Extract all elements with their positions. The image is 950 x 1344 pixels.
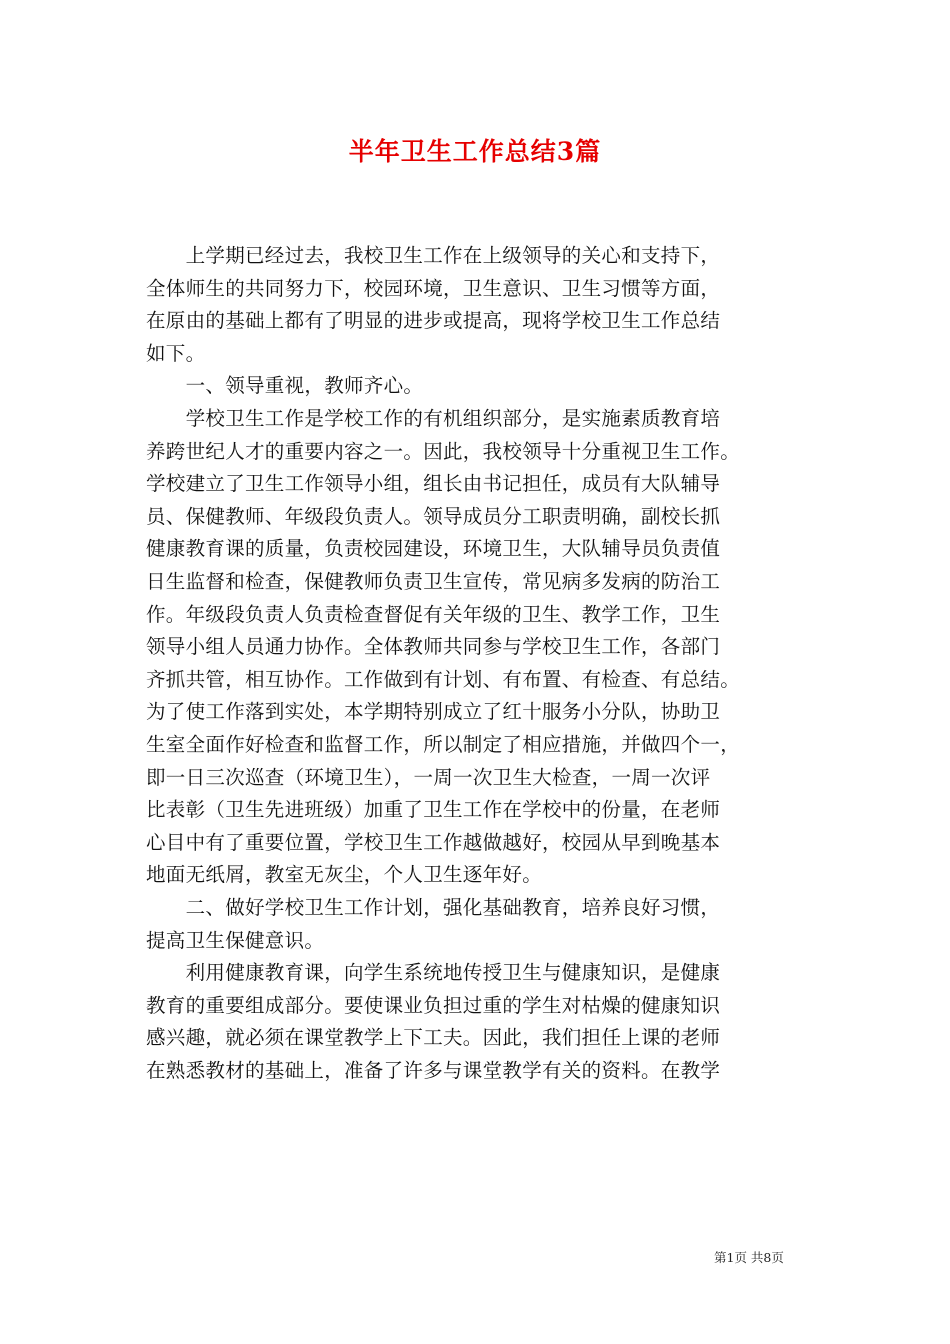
body-text-line: 生室全面作好检查和监督工作，所以制定了相应措施，并做四个一， <box>146 733 741 756</box>
body-text-line: 心目中有了重要位置，学校卫生工作越做越好，校园从早到晚基本 <box>146 830 721 854</box>
body-text-line: 地面无纸屑，教室无灰尘，个人卫生逐年好。 <box>146 863 543 887</box>
body-text-line: 作。年级段负责人负责检查督促有关年级的卫生、教学工作，卫生 <box>146 602 721 626</box>
body-text-line: 感兴趣，就必须在课堂教学上下工夫。因此，我们担任上课的老师 <box>146 1026 721 1050</box>
body-text-line: 教育的重要组成部分。要使课业负担过重的学生对枯燥的健康知识 <box>146 993 721 1017</box>
body-text-line: 在熟悉教材的基础上，准备了许多与课堂教学有关的资料。在教学 <box>146 1059 721 1082</box>
body-text-line: 提高卫生保健意识。 <box>146 928 325 952</box>
body-text-line: 比表彰（卫生先进班级）加重了卫生工作在学校中的份量，在老师 <box>146 798 721 822</box>
body-text-line: 一、领导重视，教师齐心。 <box>146 374 424 398</box>
body-text-line: 日生监督和检查，保健教师负责卫生宣传，常见病多发病的防治工 <box>146 570 721 593</box>
body-text-line: 学校建立了卫生工作领导小组，组长由书记担任，成员有大队辅导 <box>146 472 721 496</box>
body-text-line: 利用健康教育课，向学生系统地传授卫生与健康知识，是健康 <box>146 961 721 985</box>
document-title: 半年卫生工作总结3篇 <box>348 137 602 166</box>
body-text-line: 即一日三次巡查（环境卫生），一周一次卫生大检查，一周一次评 <box>146 765 711 789</box>
body-text-line: 健康教育课的质量，负责校园建设，环境卫生，大队辅导员负责值 <box>146 537 721 561</box>
body-text-line: 养跨世纪人才的重要内容之一。因此，我校领导十分重视卫生工作。 <box>146 439 741 463</box>
body-text-line: 如下。 <box>146 341 206 365</box>
body-text-line: 齐抓共管，相互协作。工作做到有计划、有布置、有检查、有总结。 <box>146 667 741 691</box>
body-text-line: 为了使工作落到实处，本学期特别成立了红十服务小分队，协助卫 <box>146 700 721 724</box>
page-number-footer: 第1页 共8页 <box>714 1250 784 1265</box>
body-text-line: 在原由的基础上都有了明显的进步或提高，现将学校卫生工作总结 <box>146 309 721 333</box>
body-text-line: 学校卫生工作是学校工作的有机组织部分，是实施素质教育培 <box>146 407 721 430</box>
body-text-line: 二、做好学校卫生工作计划，强化基础教育，培养良好习惯， <box>146 896 721 919</box>
body-text-line: 全体师生的共同努力下，校园环境，卫生意识、卫生习惯等方面， <box>146 276 721 300</box>
body-text-line: 领导小组人员通力协作。全体教师共同参与学校卫生工作，各部门 <box>146 635 721 659</box>
body-text-line: 员、保健教师、年级段负责人。领导成员分工职责明确，副校长抓 <box>146 504 721 528</box>
body-text-line: 上学期已经过去，我校卫生工作在上级领导的关心和支持下， <box>146 244 721 267</box>
